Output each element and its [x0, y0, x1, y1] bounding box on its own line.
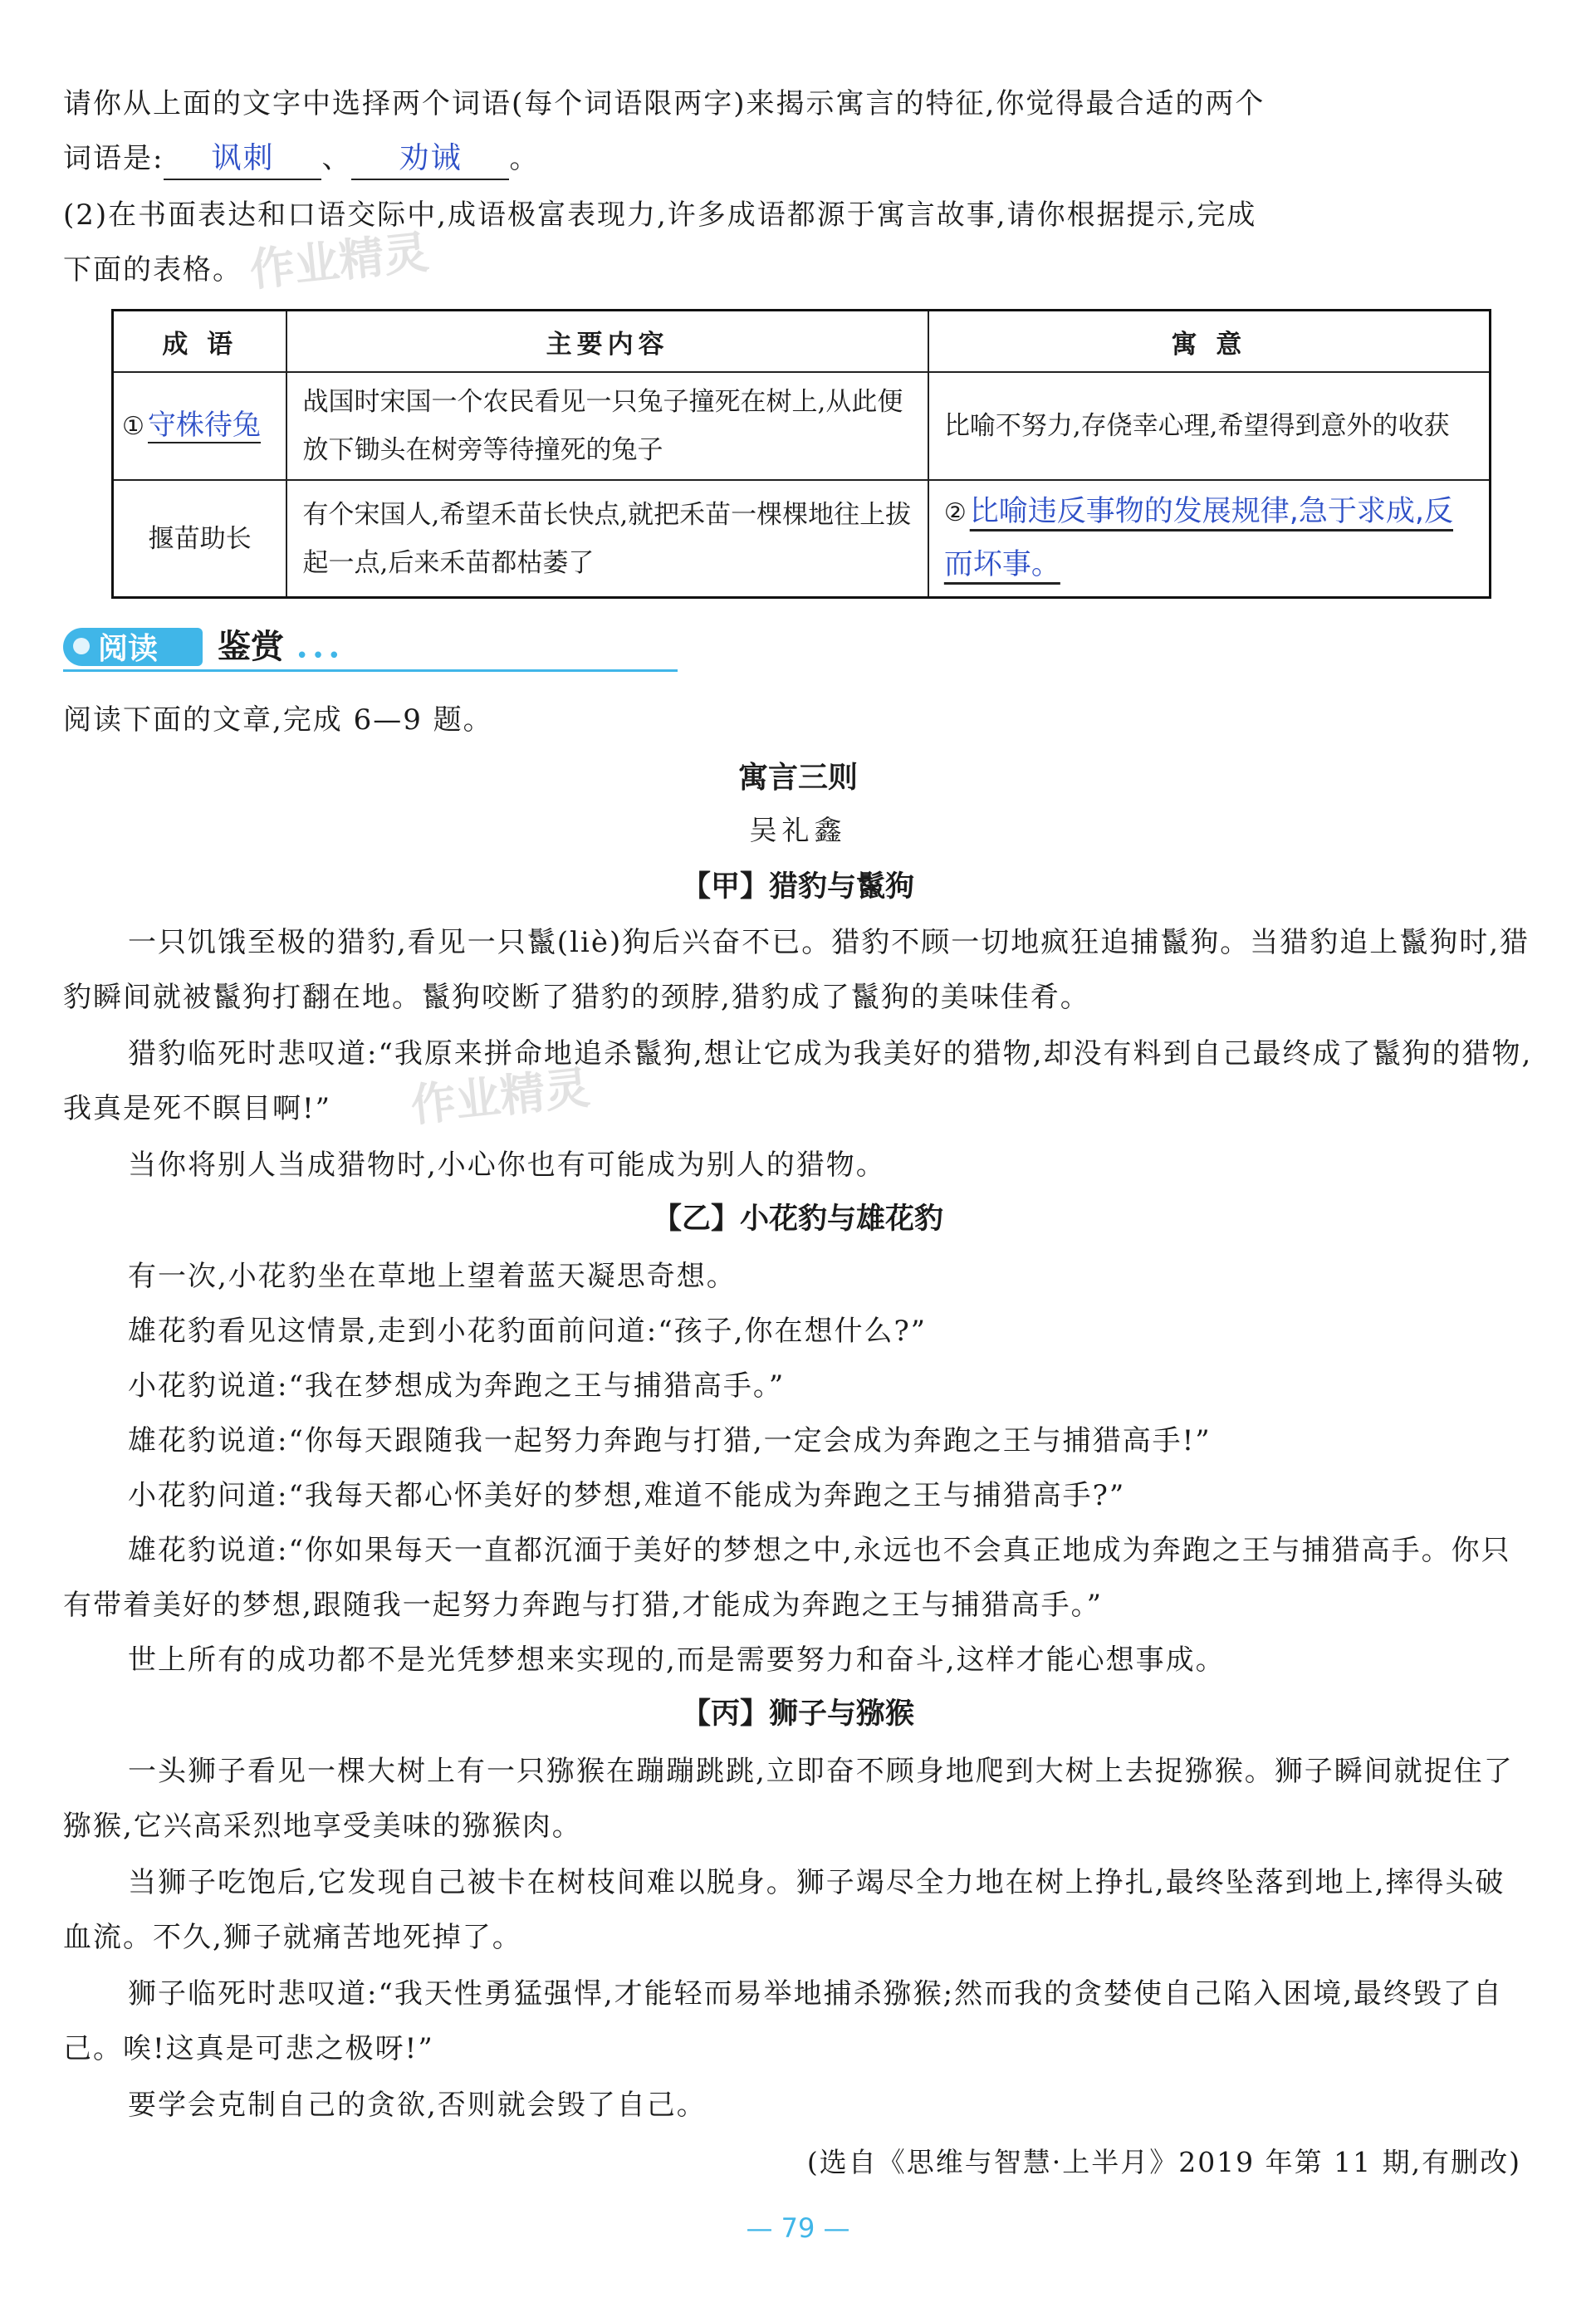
- idiom-table: [111, 309, 1491, 599]
- story-b-heading: 【乙】小花豹与雄花豹: [652, 1203, 943, 1236]
- article-title: 寓言三则: [737, 761, 858, 795]
- cell-meaning-1: 比喻不努力,存侥幸心理,希望得到意外的收获: [928, 372, 1491, 480]
- section-dots: •••: [296, 644, 345, 669]
- story-c-heading: 【丙】狮子与猕猴: [681, 1697, 914, 1731]
- header-meaning: 寓 意: [928, 311, 1491, 373]
- cell-meaning-2[interactable]: [928, 480, 1491, 598]
- story-b-paragraph-4: 雄花豹说道:“你每天跟随我一起努力奔跑与打猎,一定会成为奔跑之王与捕猎高手!”: [128, 1424, 1212, 1457]
- q2-line-2: 下面的表格。: [63, 253, 242, 287]
- cell-idiom-1[interactable]: [113, 372, 287, 480]
- story-c-paragraph-2: 当狮子吃饱后,它发现自己被卡在树枝间难以脱身。狮子竭尽全力地在树上挣扎,最终坠落到地上,摔得头破血流。不久,狮子就痛苦地死掉了。: [63, 1866, 1505, 1954]
- meaning-answer-2: 比喻违反事物的发展规律,急于求成,反而坏事。: [943, 495, 1453, 581]
- story-c-paragraph-3: 狮子临死时悲叹道:“我天性勇猛强悍,才能轻而易举地捕杀猕猴;然而我的贪婪使自己陷入困境,最终毁了自己。唉!这真是可悲之极呀!”: [63, 1977, 1503, 2065]
- answer-blank-2[interactable]: 劝诫: [351, 139, 509, 180]
- cell-content-2: 有个宋国人,希望禾苗长快点,就把禾苗一棵棵地往上拔起一点,后来禾苗都枯萎了: [286, 480, 928, 598]
- table-row: [113, 480, 1491, 598]
- section-tag-label: 阅读: [98, 632, 159, 666]
- article-source: (选自《思维与智慧·上半月》2019 年第 11 期,有删改): [806, 2146, 1521, 2178]
- table-row: [113, 372, 1491, 480]
- book-icon: [73, 638, 90, 654]
- story-a-paragraph-2: 猎豹临死时悲叹道:“我原来拼命地追杀鬣狗,想让它成为我美好的猎物,却没有料到自己最终成了鬣狗的猎物,我真是死不瞑目啊!”: [63, 1037, 1533, 1125]
- story-b-paragraph-2: 雄花豹看见这情景,走到小花豹面前问道:“孩子,你在想什么?”: [128, 1315, 928, 1348]
- story-a-heading: 【甲】猎豹与鬣狗: [681, 870, 914, 904]
- story-b-paragraph-6: 雄花豹说道:“你如果每天一直都沉湎于美好的梦想之中,永远也不会真正地成为奔跑之王与捕猎高手。你只有带着美好的梦想,跟随我一起努力奔跑与打猎,才能成为奔跑之王与捕猎高手。”: [63, 1534, 1511, 1622]
- answer-blank-1[interactable]: 讽刺: [164, 139, 321, 180]
- story-b-paragraph-3: 小花豹说道:“我在梦想成为奔跑之王与捕猎高手。”: [128, 1369, 786, 1403]
- idiom-answer-1: 守株待兔: [147, 409, 261, 442]
- section-underline: [63, 669, 678, 672]
- circled-number-2: ②: [943, 498, 967, 527]
- answer-separator: 、: [321, 142, 352, 175]
- story-b-paragraph-5: 小花豹问道:“我每天都心怀美好的梦想,难道不能成为奔跑之王与捕猎高手?”: [128, 1479, 1126, 1512]
- cell-content-1: 战国时宋国一个农民看见一只兔子撞死在树上,从此便放下锄头在树旁等待撞死的兔子: [286, 372, 928, 480]
- intro-line-2: [63, 131, 1533, 186]
- cell-idiom-2: 揠苗助长: [113, 480, 287, 598]
- story-b-paragraph-1: 有一次,小花豹坐在草地上望着蓝天凝思奇想。: [128, 1260, 737, 1293]
- article-author: 吴礼鑫: [749, 814, 847, 846]
- watermark-middle: 作业精灵: [408, 1060, 593, 1133]
- intro-line-2-prefix: 词语是:: [63, 142, 164, 175]
- circled-number-1: ①: [122, 412, 144, 441]
- story-c-paragraph-4: 要学会克制自己的贪欲,否则就会毁了自己。: [128, 2089, 707, 2122]
- intro-line-1: 请你从上面的文字中选择两个词语(每个词语限两字)来揭示寓言的特征,你觉得最合适的两个: [63, 87, 1266, 120]
- section-title: 鉴赏: [218, 628, 284, 666]
- q2-line-1: (2)在书面表达和口语交际中,成语极富表现力,许多成语都源于寓言故事,请你根据提示,完成: [63, 198, 1257, 232]
- watermark-top: 作业精灵: [247, 225, 432, 297]
- reading-instruction: 阅读下面的文章,完成 6—9 题。: [63, 703, 493, 737]
- story-b-paragraph-7: 世上所有的成功都不是光凭梦想来实现的,而是需要努力和奋斗,这样才能心想事成。: [128, 1643, 1226, 1677]
- story-a-paragraph-1: 一只饥饿至极的猎豹,看见一只鬣(liè)狗后兴奋不已。猎豹不顾一切地疯狂追捕鬣狗。当猎豹追上鬣狗时,猎豹瞬间就被鬣狗打翻在地。鬣狗咬断了猎豹的颈脖,猎豹成了鬣狗的美味佳肴。: [63, 926, 1530, 1014]
- header-idiom: 成 语: [113, 311, 287, 373]
- table-header-row: [113, 311, 1491, 373]
- header-content: 主要内容: [286, 311, 928, 373]
- story-a-paragraph-3: 当你将别人当成猎物时,小心你也有可能成为别人的猎物。: [128, 1149, 886, 1182]
- story-c-paragraph-1: 一头狮子看见一棵大树上有一只猕猴在蹦蹦跳跳,立即奋不顾身地爬到大树上去捉猕猴。狮子瞬间就捉住了猕猴,它兴高采烈地享受美味的猕猴肉。: [63, 1755, 1514, 1843]
- section-tag: [63, 628, 203, 666]
- page-number: — 79 —: [746, 2212, 850, 2244]
- section-header: [63, 625, 678, 671]
- intro-line-2-suffix: 。: [509, 142, 540, 175]
